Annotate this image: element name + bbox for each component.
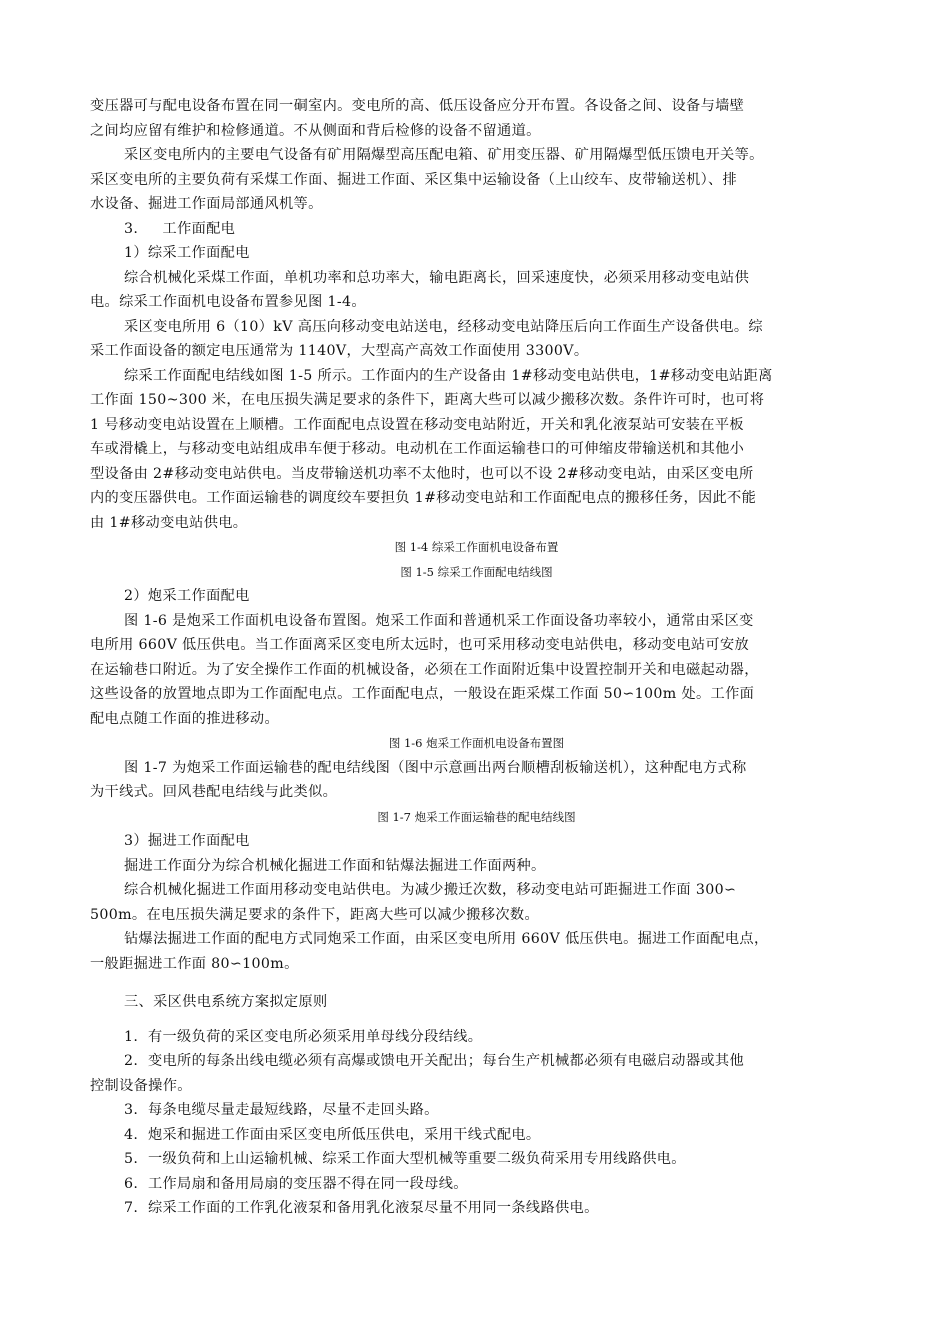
section-heading: 3. 工作面配电 [124,220,236,237]
document-page [90,94,863,1221]
rule-item: 7. 综采工作面的工作乳化液泵和备用乳化液泵尽量不用同一条线路供电。 [124,1200,599,1216]
text-line: 500m。在电压损失满足要求的条件下，距离大些可以减少搬移次数。 [90,906,539,923]
rule-item: 6. 工作局扇和备用局扇的变压器不得在同一段母线。 [124,1175,468,1192]
figure-caption: 图 1-7 炮采工作面运输巷的配电结线图 [377,809,576,824]
text-line: 由 1#移动变电站供电。 [90,514,248,531]
text-line: 车或滑橇上，与移动变电站组成串车便于移动。电动机在工作面运输巷口的可伸缩皮带输送机和其他小 [90,441,745,457]
text-line: 水设备、掘进工作面局部通风机等。 [90,196,323,212]
text-line: 电所用 660V 低压供电。当工作面离采区变电所太远时，也可采用移动变电站供电，移动变电站可安放 [90,637,750,653]
rule-item: 4. 炮采和掘进工作面由采区变电所低压供电，采用干线式配电。 [124,1126,541,1143]
rule-item: 3. 每条电缆尽量走最短线路，尽量不走回头路。 [124,1102,439,1118]
subsection-heading: 3）掘进工作面配电 [124,833,250,849]
text-line: 为干线式。回风巷配电结线与此类似。 [90,784,338,800]
text-line: 内的变压器供电。工作面运输巷的调度绞车要担负 1#移动变电站和工作面配电点的搬移任务，因此不能 [90,490,757,506]
text-line: 采区变电所内的主要电气设备有矿用隔爆型高压配电箱、矿用变压器、矿用隔爆型低压馈电开关等。 [124,147,764,163]
figure-caption: 图 1-5 综采工作面配电结线图 [400,564,553,579]
rule-item: 5. 一级负荷和上山运输机械、综采工作面大型机械等重要二级负荷采用专用线路供电。 [124,1151,686,1167]
text-line: 一般距掘进工作面 80∽100m。 [90,955,299,972]
text-line: 采区变电所用 6（10）kV 高压向移动变电站送电，经移动变电站降压后向工作面生产设备供电。综 [124,318,763,335]
text-line: 图 1-7 为炮采工作面运输巷的配电结线图（图中示意画出两台顺槽刮板输送机），这种配电方式称 [124,759,747,776]
text-line: 综合机械化采煤工作面，单机功率和总功率大，输电距离长，回采速度快，必须采用移动变电站供 [124,269,750,286]
rule-item: 2. 变电所的每条出线电缆必须有高爆或馈电开关配出；每台生产机械都必须有电磁启动器或其他 [124,1053,744,1069]
spacer [90,1015,863,1025]
subsection-heading: 1）综采工作面配电 [124,245,250,261]
text-line: 在运输巷口附近。为了安全操作工作面的机械设备，必须在工作面附近集中设置控制开关和电磁起动器， [90,661,759,678]
text-line: 掘进工作面分为综合机械化掘进工作面和钻爆法掘进工作面两种。 [124,857,546,874]
text-line: 钻爆法掘进工作面的配电方式同炮采工作面，由采区变电所用 660V 低压供电。掘进工作面配电点， [124,931,769,947]
spacer [90,976,863,990]
text-line: 之间均应留有维护和检修通道。不从侧面和背后检修的设备不留通道。 [90,122,541,139]
subsection-heading: 2）炮采工作面配电 [124,588,250,604]
text-line: 采区变电所的主要负荷有采煤工作面、掘进工作面、采区集中运输设备（上山绞车、皮带输送机）、排 [90,171,738,188]
rule-item-continuation: 控制设备操作。 [90,1077,192,1094]
figure-caption: 图 1-6 炮采工作面机电设备布置图 [388,736,565,750]
text-line: 配电点随工作面的推进移动。 [90,710,279,727]
text-line: 综合机械化掘进工作面用移动变电站供电。为减少搬迁次数，移动变电站可距掘进工作面 300∽ [124,882,737,898]
text-line: 这些设备的放置地点即为工作面配电点。工作面配电点，一般设在距采煤工作面 50∽100m 处。工作面 [90,686,755,702]
figure-caption: 图 1-4 综采工作面机电设备布置 [394,540,559,554]
text-line: 电。综采工作面机电设备布置参见图 1-4。 [90,294,366,310]
text-line: 采工作面设备的额定电压通常为 1140V，大型高产高效工作面使用 3300V。 [90,343,589,359]
text-line: 图 1-6 是炮采工作面机电设备布置图。炮采工作面和普通机采工作面设备功率较小，通常由采区变 [124,612,754,629]
text-line: 综采工作面配电结线如图 1-5 所示。工作面内的生产设备由 1#移动变电站供电，1#移动变电站距离 [124,367,773,384]
section-heading: 三、采区供电系统方案拟定原则 [124,994,328,1010]
text-line: 1 号移动变电站设置在上顺槽。工作面配电点设置在移动变电站附近，开关和乳化液泵站可安装在平板 [90,416,744,433]
text-line: 变压器可与配电设备布置在同一硐室内。变电所的高、低压设备应分开布置。各设备之间、设备与墙壁 [90,98,745,114]
rule-item: 1. 有一级负荷的采区变电所必须采用单母线分段结线。 [124,1028,483,1045]
text-line: 工作面 150~300 米，在电压损失满足要求的条件下，距离大些可以减少搬移次数。条件许可时，也可将 [90,392,765,408]
text-line: 型设备由 2#移动变电站供电。当皮带输送机功率不太他时，也可以不设 2#移动变电站，由采区变电所 [90,465,754,482]
